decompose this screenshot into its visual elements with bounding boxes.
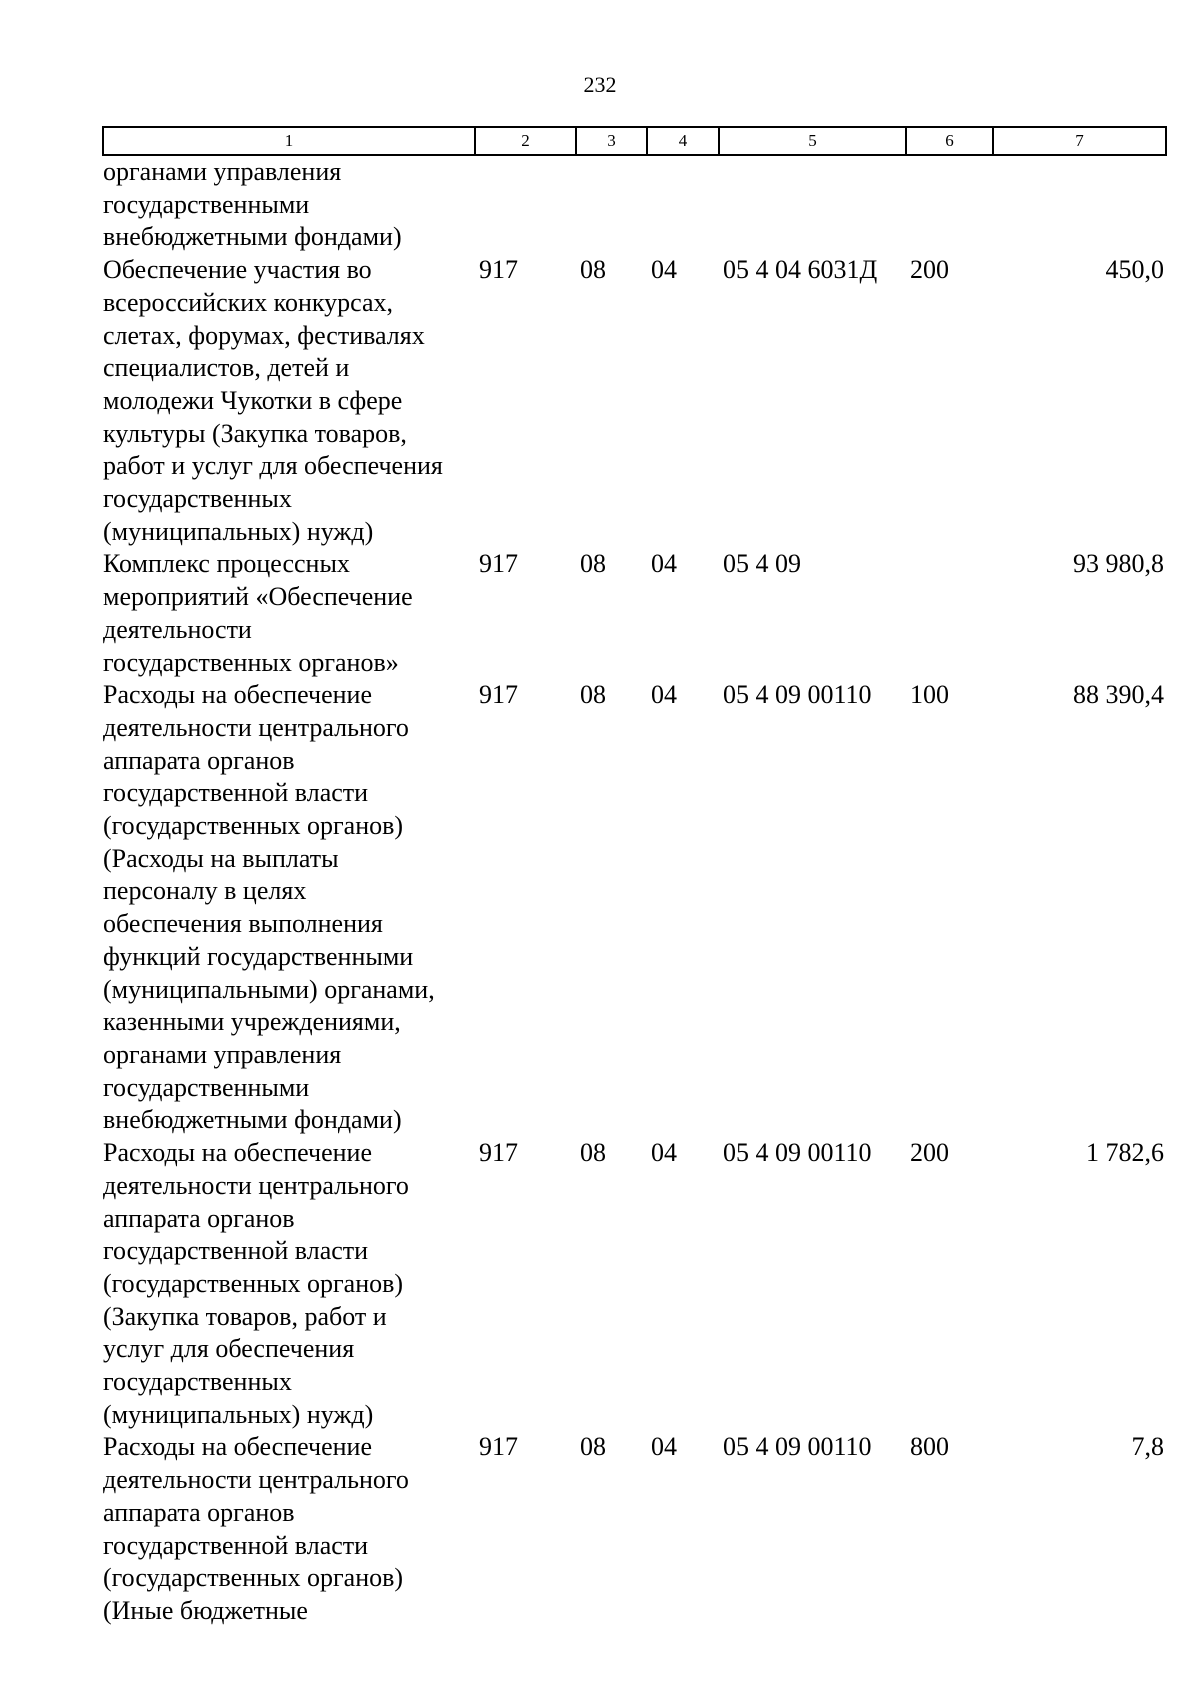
name-line: Расходы на обеспечение bbox=[103, 1138, 373, 1168]
cell-name bbox=[103, 1431, 475, 1627]
name-line: государственной власти bbox=[103, 1530, 369, 1560]
name-line: государственных bbox=[103, 484, 292, 514]
name-line: культуры (Закупка товаров, bbox=[103, 418, 407, 448]
header-col-2: 2 bbox=[475, 127, 576, 155]
cell-pr bbox=[647, 155, 719, 254]
name-line: аппарата органов bbox=[103, 745, 295, 775]
name-line: работ и услуг для обеспечения bbox=[103, 451, 443, 481]
name-line: слетах, форумах, фестивалях bbox=[103, 320, 425, 350]
cell-name bbox=[103, 679, 475, 1137]
name-line: (муниципальными) органами, bbox=[103, 974, 435, 1004]
cell-vr: 200 bbox=[910, 255, 949, 285]
cell-csr bbox=[719, 155, 906, 254]
header-col-4: 4 bbox=[647, 127, 719, 155]
cell-name bbox=[103, 1137, 475, 1431]
cell-pr: 04 bbox=[651, 549, 677, 579]
table-row bbox=[103, 548, 1166, 679]
cell-rz: 08 bbox=[580, 1432, 606, 1462]
name-line: государственных bbox=[103, 1367, 292, 1397]
name-line: специалистов, детей и bbox=[103, 353, 350, 383]
name-line: аппарата органов bbox=[103, 1203, 295, 1233]
cell-pr: 04 bbox=[651, 1432, 677, 1462]
cell-rz: 08 bbox=[580, 549, 606, 579]
cell-gr: 917 bbox=[479, 680, 518, 710]
name-line: внебюджетными фондами) bbox=[103, 222, 402, 252]
budget-table bbox=[102, 126, 1167, 1628]
name-line: (Закупка товаров, работ и bbox=[103, 1301, 387, 1331]
cell-vr bbox=[906, 548, 993, 679]
cell-sum: 1 782,6 bbox=[1086, 1138, 1164, 1168]
cell-pr: 04 bbox=[651, 255, 677, 285]
name-line: деятельности bbox=[103, 614, 252, 644]
header-row bbox=[103, 127, 1166, 155]
cell-rz: 08 bbox=[580, 255, 606, 285]
cell-csr: 05 4 09 00110 bbox=[723, 1138, 872, 1168]
name-line: обеспечения выполнения bbox=[103, 909, 383, 939]
header-col-7: 7 bbox=[993, 127, 1166, 155]
name-line: функций государственными bbox=[103, 941, 414, 971]
header-col-6: 6 bbox=[906, 127, 993, 155]
cell-gr: 917 bbox=[479, 255, 518, 285]
cell-csr: 05 4 04 6031Д bbox=[723, 255, 878, 285]
cell-sum: 93 980,8 bbox=[1073, 549, 1164, 579]
name-line: (государственных органов) bbox=[103, 811, 404, 841]
name-line: государственной власти bbox=[103, 1236, 369, 1266]
name-line: деятельности центрального bbox=[103, 1170, 409, 1200]
name-line: (государственных органов) bbox=[103, 1268, 404, 1298]
cell-rz: 08 bbox=[580, 1138, 606, 1168]
name-line: (государственных органов) bbox=[103, 1563, 404, 1593]
name-line: деятельности центрального bbox=[103, 1465, 409, 1495]
cell-rz: 08 bbox=[580, 680, 606, 710]
name-line: молодежи Чукотки в сфере bbox=[103, 385, 403, 415]
name-line: Расходы на обеспечение bbox=[103, 1432, 373, 1462]
cell-pr: 04 bbox=[651, 1138, 677, 1168]
name-line: аппарата органов bbox=[103, 1497, 295, 1527]
name-line: государственными bbox=[103, 1072, 310, 1102]
cell-vr: 800 bbox=[910, 1432, 949, 1462]
table-header bbox=[103, 127, 1166, 155]
name-line: внебюджетными фондами) bbox=[103, 1105, 402, 1135]
cell-pr: 04 bbox=[651, 680, 677, 710]
name-line: (муниципальных) нужд) bbox=[103, 1399, 374, 1429]
table-row bbox=[103, 155, 1166, 254]
name-line: органами управления bbox=[103, 1039, 342, 1069]
cell-gr: 917 bbox=[479, 1432, 518, 1462]
table-body bbox=[103, 155, 1166, 1628]
table-row bbox=[103, 1137, 1166, 1431]
name-line: Комплекс процессных bbox=[103, 549, 350, 579]
name-line: государственной власти bbox=[103, 778, 369, 808]
cell-gr bbox=[475, 155, 576, 254]
name-line: Расходы на обеспечение bbox=[103, 680, 373, 710]
cell-rz bbox=[576, 155, 647, 254]
cell-csr: 05 4 09 bbox=[723, 549, 801, 579]
cell-csr: 05 4 09 00110 bbox=[723, 1432, 872, 1462]
cell-sum: 7,8 bbox=[1131, 1432, 1164, 1462]
cell-gr: 917 bbox=[479, 549, 518, 579]
name-line: (муниципальных) нужд) bbox=[103, 516, 374, 546]
name-line: (Расходы на выплаты bbox=[103, 843, 339, 873]
name-line: персоналу в целях bbox=[103, 876, 307, 906]
table-row bbox=[103, 254, 1166, 548]
cell-vr: 200 bbox=[910, 1138, 949, 1168]
cell-name bbox=[103, 155, 475, 254]
page-number: 232 bbox=[583, 72, 617, 97]
header-col-5: 5 bbox=[719, 127, 906, 155]
cell-vr bbox=[906, 155, 993, 254]
name-line: государственных органов» bbox=[103, 647, 399, 677]
header-col-1: 1 bbox=[103, 127, 475, 155]
cell-sum: 450,0 bbox=[1105, 255, 1164, 285]
table-row bbox=[103, 679, 1166, 1137]
name-line: мероприятий «Обеспечение bbox=[103, 582, 413, 612]
name-line: Обеспечение участия во bbox=[103, 255, 372, 285]
name-line: органами управления bbox=[103, 157, 342, 186]
cell-sum bbox=[993, 155, 1166, 254]
cell-name bbox=[103, 254, 475, 548]
name-line: всероссийских конкурсах, bbox=[103, 287, 394, 317]
header-col-3: 3 bbox=[576, 127, 647, 155]
table-row bbox=[103, 1431, 1166, 1627]
name-line: услуг для обеспечения bbox=[103, 1334, 355, 1364]
name-line: деятельности центрального bbox=[103, 712, 409, 742]
cell-sum: 88 390,4 bbox=[1073, 680, 1164, 710]
cell-gr: 917 bbox=[479, 1138, 518, 1168]
name-line: (Иные бюджетные bbox=[103, 1595, 308, 1625]
cell-csr: 05 4 09 00110 bbox=[723, 680, 872, 710]
cell-vr: 100 bbox=[910, 680, 949, 710]
name-line: государственными bbox=[103, 189, 310, 219]
cell-name bbox=[103, 548, 475, 679]
name-line: казенными учреждениями, bbox=[103, 1007, 401, 1037]
